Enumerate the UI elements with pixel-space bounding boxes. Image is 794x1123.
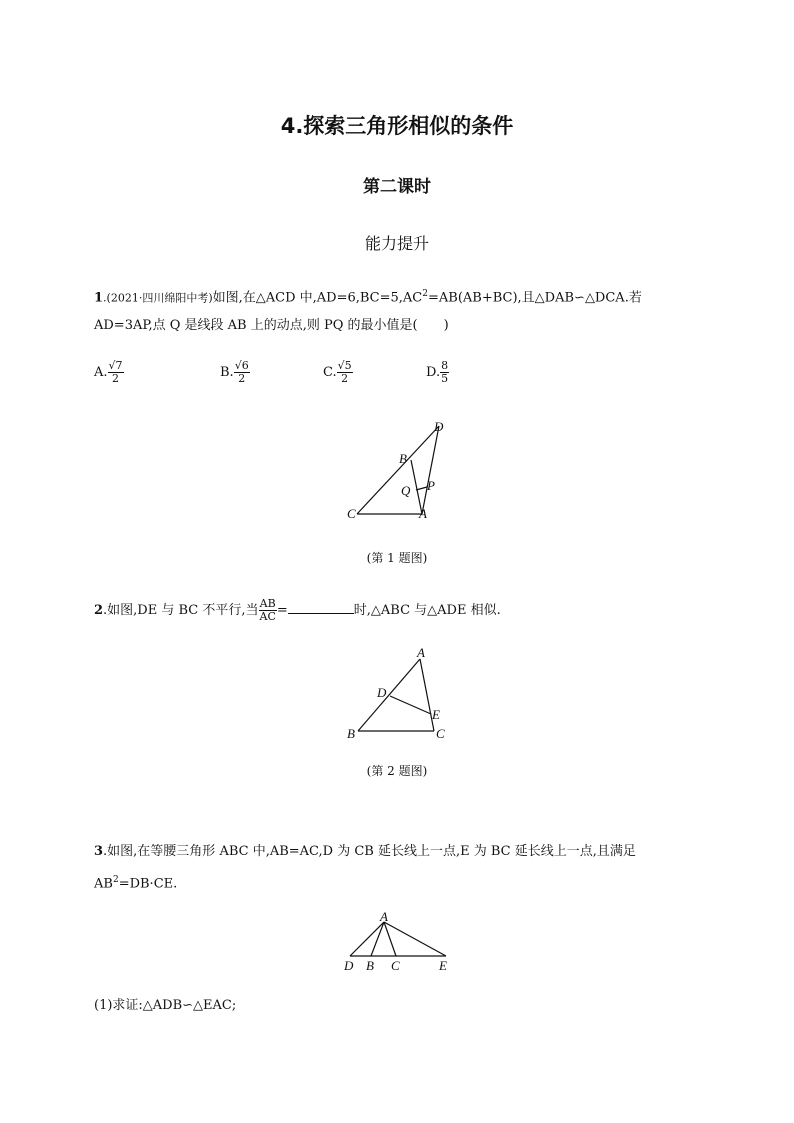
question-3-exponent: 2 (112, 875, 119, 885)
question-2-frac-den: AC (259, 610, 276, 623)
fig2-label-b: B (347, 726, 355, 741)
fig3-label-b: B (366, 958, 374, 973)
fig3-label-d: D (344, 958, 354, 973)
question-3-part-1: (1)求证:△ADB∽△EAC; (94, 998, 237, 1013)
section-heading: 能力提升 (364, 234, 429, 253)
question-3-text: .如图,在等腰三角形 ABC 中,AB=AC,D 为 CB 延长线上一点,E 为 BC 延长线上一点,且满足 (103, 844, 636, 859)
figure-2-diagram (340, 642, 450, 742)
question-1-line-1 (94, 280, 714, 312)
fig1-label-a: A (419, 506, 427, 521)
question-2-number: 2 (94, 603, 104, 618)
fig2-label-d: D (377, 685, 387, 700)
option-b-numerator: √6 (234, 359, 249, 372)
fig1-label-b: B (399, 451, 407, 466)
option-c[interactable] (323, 360, 353, 385)
option-b-denominator: 2 (238, 372, 246, 385)
option-d-denominator: 5 (441, 372, 449, 385)
question-1-source: .(2021·四川绵阳中考) (103, 291, 213, 305)
page-title: 4.探索三角形相似的条件 (280, 114, 514, 138)
option-c-label: C. (323, 365, 337, 380)
question-3-number: 3 (94, 844, 104, 859)
question-2-text-b: = (276, 603, 288, 618)
option-c-fraction (337, 360, 353, 385)
question-1-line-2: AD=3AP,点 Q 是线段 AB 上的动点,则 PQ 的最小值是( ) (94, 318, 449, 334)
lesson-subtitle: 第二课时 (363, 177, 431, 197)
figure-1-caption: (第 1 题图) (366, 551, 428, 565)
fig1-segment-da (422, 426, 439, 514)
question-2 (94, 597, 714, 625)
fig1-segment-cd (357, 426, 439, 514)
question-2-answer-blank[interactable] (288, 601, 354, 614)
option-c-numerator: √5 (337, 359, 352, 372)
question-3-line-1 (94, 838, 714, 866)
option-a-label: A. (94, 365, 108, 380)
fig3-segment-ab (371, 922, 384, 956)
fig1-label-q: Q (401, 483, 411, 498)
fig1-label-c: C (347, 506, 356, 521)
question-2-text-c: 时,△ABC 与△ADE 相似. (353, 603, 501, 618)
option-b-fraction (234, 360, 250, 385)
option-a-numerator: √7 (108, 359, 123, 372)
option-a-fraction (108, 360, 124, 385)
option-b-label: B. (220, 365, 234, 380)
question-2-fraction (259, 598, 277, 623)
question-2-frac-num: AB (259, 597, 276, 610)
fig3-segment-ad (350, 922, 384, 956)
question-3-line-2-a: AB (94, 876, 113, 892)
fig3-label-a: A (380, 909, 388, 924)
option-a-denominator: 2 (112, 372, 120, 385)
figure-1-diagram (340, 415, 460, 525)
fig3-segment-ae (384, 922, 446, 956)
question-1-number: 1 (94, 290, 104, 306)
question-1 (94, 280, 714, 340)
question-1-text-b: =AB(AB+BC),且△DAB∽△DCA.若 (428, 290, 642, 306)
fig1-label-d: D (434, 419, 444, 434)
option-d-label: D. (426, 365, 441, 380)
fig3-label-c: C (391, 958, 400, 973)
fig2-label-c: C (436, 726, 445, 741)
option-d-fraction (440, 360, 449, 385)
question-3-line-2 (94, 866, 714, 898)
fig1-segment-pq (416, 487, 427, 490)
option-c-denominator: 2 (341, 372, 349, 385)
option-a[interactable] (94, 360, 124, 385)
question-2-text-a: .如图,DE 与 BC 不平行,当 (103, 603, 259, 618)
question-1-exponent: 2 (422, 289, 428, 299)
option-d-numerator: 8 (441, 359, 449, 372)
question-1-text-a: 如图,在△ACD 中,AD=6,BC=5,AC (212, 290, 423, 306)
figure-2-caption: (第 2 题图) (366, 764, 428, 778)
question-3 (94, 838, 714, 898)
fig1-label-p: P (427, 478, 435, 493)
option-b[interactable] (220, 360, 250, 385)
fig3-label-e: E (439, 958, 447, 973)
fig2-segment-de (390, 696, 431, 714)
fig2-segment-ab (358, 659, 420, 731)
figure-3-diagram (338, 908, 458, 974)
fig2-label-a: A (417, 645, 425, 660)
option-d[interactable] (426, 360, 449, 385)
fig2-label-e: E (432, 707, 440, 722)
question-3-line-2-b: =DB·CE. (118, 876, 178, 892)
